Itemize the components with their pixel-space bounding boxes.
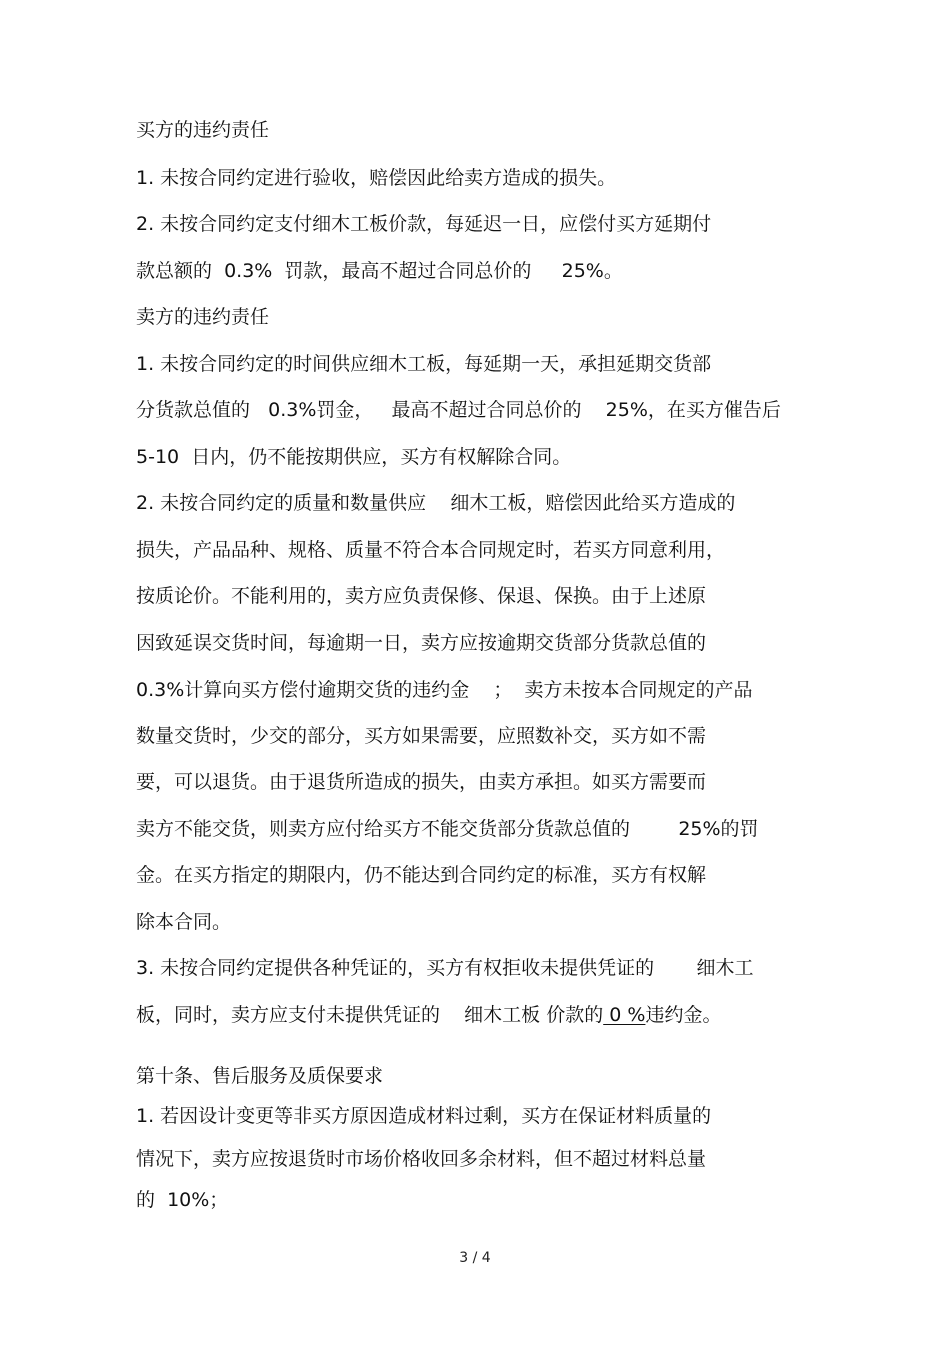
text-line-start: 板，同时，卖方应支付未提供凭证的 细木工板 价款的: [136, 1004, 604, 1026]
text-line: 除本合同。: [136, 911, 232, 933]
text-line: 金。在买方指定的期限内，仍不能达到合同约定的标准，买方有权解: [136, 864, 707, 886]
text-line: 要，可以退货。由于退货所造成的损失，由卖方承担。如买方需要而: [136, 771, 707, 793]
heading-article-10: 第十条、售后服务及质保要求: [136, 1065, 384, 1087]
text-line: 损失，产品品种、规格、质量不符合本合同规定时，若买方同意利用，: [136, 539, 726, 561]
text-line: 的 10%；: [136, 1189, 229, 1211]
text-line: 数量交货时，少交的部分，买方如果需要，应照数补交，买方如不需: [136, 725, 707, 747]
text-line: 2. 未按合同约定的质量和数量供应 细木工板，赔偿因此给买方造成的: [136, 492, 736, 514]
text-line: 1. 若因设计变更等非买方原因造成材料过剩，买方在保证材料质量的: [136, 1105, 712, 1127]
text-line: 1. 未按合同约定进行验收，赔偿因此给卖方造成的损失。: [136, 167, 617, 189]
text-line: 款总额的 0.3% 罚款，最高不超过合同总价的 25%。: [136, 260, 623, 282]
text-line: 因致延误交货时间，每逾期一日，卖方应按逾期交货部分货款总值的: [136, 632, 707, 654]
text-line: 0.3%计算向买方偿付逾期交货的违约金 ； 卖方未按本合同规定的产品: [136, 679, 753, 701]
text-line-end: 违约金。: [645, 1004, 722, 1026]
text-line: 3. 未按合同约定提供各种凭证的，买方有权拒收未提供凭证的 细木工: [136, 957, 754, 979]
heading-seller-liability: 卖方的违约责任: [136, 306, 270, 328]
heading-buyer-liability: 买方的违约责任: [136, 119, 270, 141]
text-line: 1. 未按合同约定的时间供应细木工板，每延期一天，承担延期交货部: [136, 353, 712, 375]
text-line: 5-10 日内，仍不能按期供应，买方有权解除合同。: [136, 446, 572, 468]
text-line: 情况下，卖方应按退货时市场价格收回多余材料，但不超过材料总量: [136, 1148, 707, 1170]
text-line: 2. 未按合同约定支付细木工板价款，每延迟一日，应偿付买方延期付: [136, 213, 712, 235]
penalty-rate-blank: 0 %: [603, 1004, 646, 1026]
page-number: 3 / 4: [459, 1250, 491, 1266]
text-line: 卖方不能交货，则卖方应付给买方不能交货部分货款总值的 25%的罚: [136, 818, 759, 840]
text-line: 分货款总值的 0.3%罚金， 最高不超过合同总价的 25%，在买方催告后: [136, 399, 781, 421]
text-line: [136, 1003, 721, 1027]
text-line: 按质论价。不能利用的，卖方应负责保修、保退、保换。由于上述原: [136, 585, 707, 607]
